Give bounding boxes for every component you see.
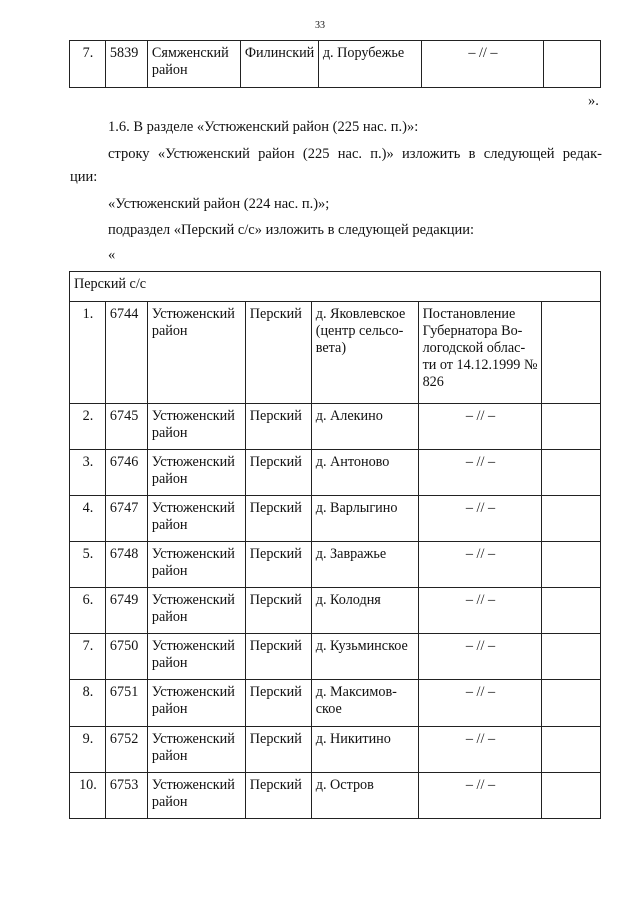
row-extra <box>542 404 601 450</box>
row-council: Перский <box>245 302 311 404</box>
table-row <box>70 302 601 404</box>
section-header-row <box>70 272 601 302</box>
row-number: 2. <box>70 404 106 450</box>
table-row <box>70 404 601 450</box>
row-number: 10. <box>70 773 106 819</box>
row-settlement: д. Максимов-ское <box>311 680 418 727</box>
main-table <box>69 271 601 819</box>
row-settlement: д. Остров <box>311 773 418 819</box>
row-number: 3. <box>70 450 106 496</box>
row-district: Устюженский район <box>147 773 245 819</box>
row-council: Перский <box>245 680 311 727</box>
paragraph-3: «Устюженский район (224 нас. п.)»; <box>108 196 330 212</box>
row-reference: – // – <box>421 41 544 88</box>
row-code: 6753 <box>105 773 147 819</box>
table-row <box>70 41 601 88</box>
row-reference: Постановление Губернатора Во-логодской облас-ти от 14.12.1999 № 826 <box>418 302 542 404</box>
row-reference: – // – <box>418 634 542 680</box>
row-settlement: д. Никитино <box>311 727 418 773</box>
row-extra <box>542 634 601 680</box>
table-row <box>70 496 601 542</box>
row-district: Устюженский район <box>147 450 245 496</box>
row-reference: – // – <box>418 404 542 450</box>
table-row <box>70 680 601 727</box>
row-reference: – // – <box>418 680 542 727</box>
row-reference: – // – <box>418 542 542 588</box>
row-number: 8. <box>70 680 106 727</box>
row-council: Перский <box>245 450 311 496</box>
row-district: Устюженский район <box>147 404 245 450</box>
row-council: Перский <box>245 588 311 634</box>
row-number: 7. <box>70 41 106 88</box>
row-district: Устюженский район <box>147 542 245 588</box>
row-district: Устюженский район <box>147 727 245 773</box>
table-row <box>70 450 601 496</box>
row-settlement: д. Варлыгино <box>311 496 418 542</box>
opening-quote: « <box>108 247 116 263</box>
table-row <box>70 542 601 588</box>
paragraph-2-continuation: ции: <box>70 169 98 185</box>
row-extra <box>542 773 601 819</box>
row-code: 6748 <box>105 542 147 588</box>
paragraph-1: 1.6. В разделе «Устюженский район (225 нас. п.)»: <box>108 119 419 135</box>
row-extra <box>542 302 601 404</box>
row-reference: – // – <box>418 727 542 773</box>
row-council: Перский <box>245 634 311 680</box>
row-district: Устюженский район <box>147 496 245 542</box>
table-row <box>70 634 601 680</box>
row-settlement: д. Кузьминское <box>311 634 418 680</box>
row-settlement: д. Яковлевское (центр сельсо-вета) <box>311 302 418 404</box>
row-code: 6747 <box>105 496 147 542</box>
row-extra <box>542 450 601 496</box>
row-council: Перский <box>245 727 311 773</box>
row-reference: – // – <box>418 450 542 496</box>
table-row <box>70 727 601 773</box>
row-number: 1. <box>70 302 106 404</box>
row-district: Сямженский район <box>147 41 240 88</box>
section-title: Перский с/с <box>70 272 601 302</box>
row-council: Перский <box>245 773 311 819</box>
row-number: 4. <box>70 496 106 542</box>
closing-quote: ». <box>588 93 599 109</box>
row-number: 5. <box>70 542 106 588</box>
row-settlement: д. Завражье <box>311 542 418 588</box>
row-number: 7. <box>70 634 106 680</box>
row-district: Устюженский район <box>147 680 245 727</box>
row-code: 6750 <box>105 634 147 680</box>
row-code: 6749 <box>105 588 147 634</box>
row-code: 6746 <box>105 450 147 496</box>
row-code: 6752 <box>105 727 147 773</box>
row-extra <box>542 727 601 773</box>
row-settlement: д. Антоново <box>311 450 418 496</box>
row-reference: – // – <box>418 496 542 542</box>
page-number: 33 <box>315 20 325 31</box>
paragraph-4: подраздел «Перский с/с» изложить в следующей редакции: <box>108 222 475 238</box>
row-code: 5839 <box>105 41 147 88</box>
row-extra <box>542 496 601 542</box>
row-code: 6745 <box>105 404 147 450</box>
row-settlement: д. Колодня <box>311 588 418 634</box>
row-extra <box>542 542 601 588</box>
row-council: Филинский <box>240 41 318 88</box>
table-row <box>70 773 601 819</box>
row-reference: – // – <box>418 773 542 819</box>
row-extra <box>542 588 601 634</box>
row-council: Перский <box>245 542 311 588</box>
row-settlement: д. Алекино <box>311 404 418 450</box>
row-district: Устюженский район <box>147 588 245 634</box>
row-extra <box>544 41 601 88</box>
row-extra <box>542 680 601 727</box>
row-reference: – // – <box>418 588 542 634</box>
row-code: 6744 <box>105 302 147 404</box>
row-district: Устюженский район <box>147 634 245 680</box>
paragraph-2: строку «Устюженский район (225 нас. п.)» изложить в следующей редак- <box>108 146 602 162</box>
row-code: 6751 <box>105 680 147 727</box>
table-row <box>70 588 601 634</box>
row-council: Перский <box>245 404 311 450</box>
row-settlement: д. Порубежье <box>318 41 421 88</box>
row-district: Устюженский район <box>147 302 245 404</box>
top-table <box>69 40 601 88</box>
row-number: 6. <box>70 588 106 634</box>
row-number: 9. <box>70 727 106 773</box>
row-council: Перский <box>245 496 311 542</box>
